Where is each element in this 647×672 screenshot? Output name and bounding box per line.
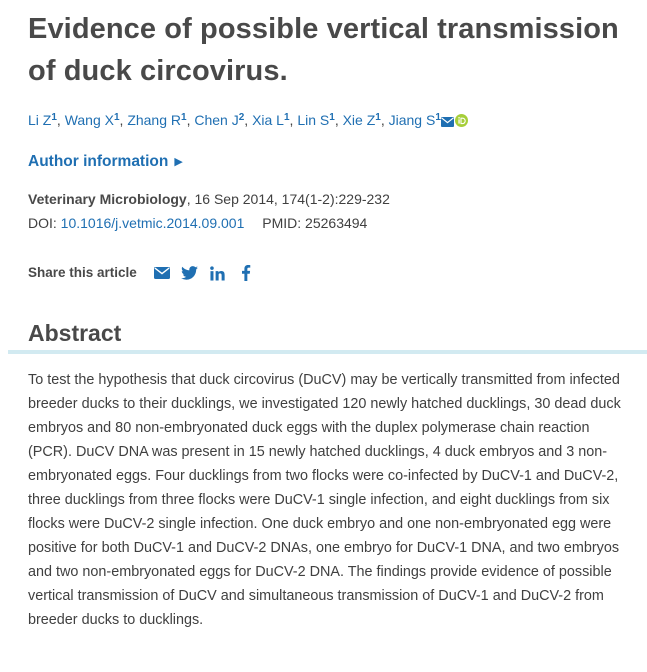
journal-citation xyxy=(28,190,390,208)
journal-name: Veterinary Microbiology xyxy=(28,191,187,207)
share-bar xyxy=(28,264,255,282)
abstract-heading: Abstract xyxy=(28,320,122,346)
abstract-text: To test the hypothesis that duck circovirus (DuCV) may be vertically transmitted from infected breeder ducks to their ducklings, we investigated 120 newly hatched ducklings, 30 dead duck embryos and 80 non-embryonated duck eggs with the duplex polymerase chain reaction (PCR). DuCV DNA was present in 15 newly hatched ducklings, 4 duck embryos and 3 non-embryonated eggs. Four ducklings from two flocks were co-infected by DuCV-1 and DuCV-2, three ducklings from three flocks were DuCV-1 single infection, and eight ducklings from six flocks were DuCV-2 single infection. One duck embryo and one non-embryonated egg were positive for both DuCV-1 and DuCV-2 DNAs, one embryo for DuCV-1 DNA, and two embryos and two non-embryonated eggs for DuCV-2 DNA. The findings provide evidence of possible vertical transmission of DuCV and simultaneous transmission of DuCV-1 and DuCV-2 from breeder ducks to ducklings. xyxy=(28,372,621,628)
author-link[interactable]: Li Z$^1$ xyxy=(28,112,57,128)
author-information-label: Author information xyxy=(28,153,169,170)
pmid-value: 25263494 xyxy=(305,215,368,231)
doi-label: DOI: xyxy=(28,215,57,231)
author-link[interactable]: Lin S$^1$ xyxy=(297,112,335,128)
author-link[interactable]: Xie Z$^1$ xyxy=(342,112,381,128)
author-link[interactable]: Zhang R$^1$ xyxy=(127,112,187,128)
author-link[interactable]: Chen J$^2$ xyxy=(194,112,245,128)
email-icon[interactable] xyxy=(441,112,454,132)
pmid-label: PMID: xyxy=(262,215,302,231)
identifiers xyxy=(28,214,367,232)
linkedin-icon[interactable] xyxy=(209,264,227,282)
doi-link[interactable]: 10.1016/j.vetmic.2014.09.001 xyxy=(60,215,245,231)
author-link[interactable]: Jiang S$^1$ xyxy=(388,112,441,128)
author-link[interactable]: Wang X$^1$ xyxy=(64,112,120,128)
orcid-icon[interactable] xyxy=(454,112,468,132)
author-list: Li Z$^1$, Wang X$^1$, Zhang R$^1$, Chen J$^2$, Xia L$^1$, Lin S$^1$, Xie Z$^1$, Jiang S$^1$ xyxy=(28,108,634,132)
caret-right-icon: ▶ xyxy=(174,156,183,168)
article-title: Evidence of possible vertical transmission of duck circovirus. xyxy=(28,13,619,87)
twitter-icon[interactable] xyxy=(181,264,199,282)
citation-details: , 16 Sep 2014, 174(1-2):229-232 xyxy=(186,191,390,207)
facebook-icon[interactable] xyxy=(237,264,255,282)
email-icon[interactable] xyxy=(153,264,171,282)
author-information-toggle[interactable] xyxy=(28,152,183,172)
share-label: Share this article xyxy=(28,265,137,280)
author-link[interactable]: Xia L$^1$ xyxy=(252,112,290,128)
section-divider xyxy=(8,350,647,354)
